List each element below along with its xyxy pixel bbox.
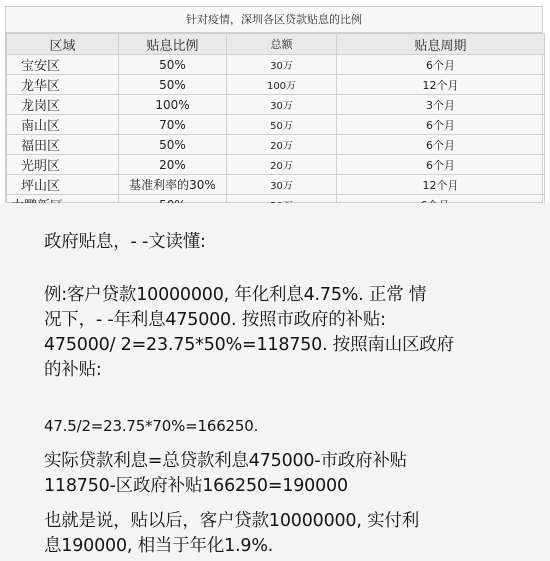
header-period: 贴息周期 bbox=[337, 34, 545, 55]
cell-period: 12个月 bbox=[337, 75, 545, 95]
cell-area: 宝安区 bbox=[7, 55, 119, 75]
cell-ratio: 50% bbox=[119, 135, 227, 155]
table-row bbox=[7, 155, 545, 175]
subsidy-table bbox=[6, 33, 545, 215]
explanation-panel bbox=[0, 203, 550, 561]
table-row bbox=[7, 75, 545, 95]
cell-area: 光明区 bbox=[7, 155, 119, 175]
cell-ratio: 100% bbox=[119, 95, 227, 115]
actual-interest-line-1: 实际贷款利息=总贷款利息475000-市政府补贴 bbox=[44, 451, 407, 471]
cell-ratio: 50% bbox=[119, 55, 227, 75]
cell-area: 南山区 bbox=[7, 115, 119, 135]
cell-total: 50万 bbox=[227, 115, 337, 135]
cell-period: 6个月 bbox=[337, 55, 545, 75]
table-row bbox=[7, 55, 545, 75]
cell-period: 12个月 bbox=[337, 175, 545, 195]
example-line-4: 的补贴: bbox=[44, 360, 102, 380]
header-ratio: 贴息比例 bbox=[119, 34, 227, 55]
cell-area: 龙岗区 bbox=[7, 95, 119, 115]
cell-total: 30万 bbox=[227, 55, 337, 75]
cell-area: 坪山区 bbox=[7, 175, 119, 195]
cell-period: 3个月 bbox=[337, 95, 545, 115]
example-line-2: 况下，- -年利息475000. 按照市政府的补贴: bbox=[44, 310, 386, 330]
table-row bbox=[7, 135, 545, 155]
cell-total: 20万 bbox=[227, 155, 337, 175]
table-header-row bbox=[7, 34, 545, 55]
header-total: 总额 bbox=[227, 34, 337, 55]
example-line-1: 例:客户贷款10000000, 年化利息4.75%. 正常 情 bbox=[44, 285, 427, 305]
summary-line-1: 也就是说，贴以后，客户贷款10000000, 实付利 bbox=[44, 511, 419, 531]
cell-total: 30万 bbox=[227, 175, 337, 195]
cell-ratio: 50% bbox=[119, 75, 227, 95]
table-title: 针对疫情，深圳各区贷款贴息的比例 bbox=[6, 7, 542, 33]
table-row bbox=[7, 175, 545, 195]
header-area: 区域 bbox=[7, 34, 119, 55]
explain-heading: 政府贴息，- -文读懂: bbox=[44, 232, 206, 252]
subsidy-table-card bbox=[5, 6, 543, 203]
summary-line-2: 息190000, 相当于年化1.9%. bbox=[44, 536, 274, 556]
table-row bbox=[7, 95, 545, 115]
cell-period: 6个月 bbox=[337, 115, 545, 135]
cell-area: 福田区 bbox=[7, 135, 119, 155]
cell-total: 100万 bbox=[227, 75, 337, 95]
cell-ratio: 70% bbox=[119, 115, 227, 135]
district-calc-line: 47.5/2=23.75*70%=166250. bbox=[44, 417, 259, 435]
cell-period: 6个月 bbox=[337, 135, 545, 155]
cell-ratio: 20% bbox=[119, 155, 227, 175]
cell-total: 20万 bbox=[227, 135, 337, 155]
actual-interest-line-2: 118750-区政府补贴166250=190000 bbox=[44, 476, 348, 496]
table-row bbox=[7, 115, 545, 135]
example-line-3: 475000/ 2=23.75*50%=118750. 按照南山区政府 bbox=[44, 335, 454, 355]
cell-ratio: 基准利率的30% bbox=[119, 175, 227, 195]
cell-area: 龙华区 bbox=[7, 75, 119, 95]
cell-period: 6个月 bbox=[337, 155, 545, 175]
cell-total: 30万 bbox=[227, 95, 337, 115]
